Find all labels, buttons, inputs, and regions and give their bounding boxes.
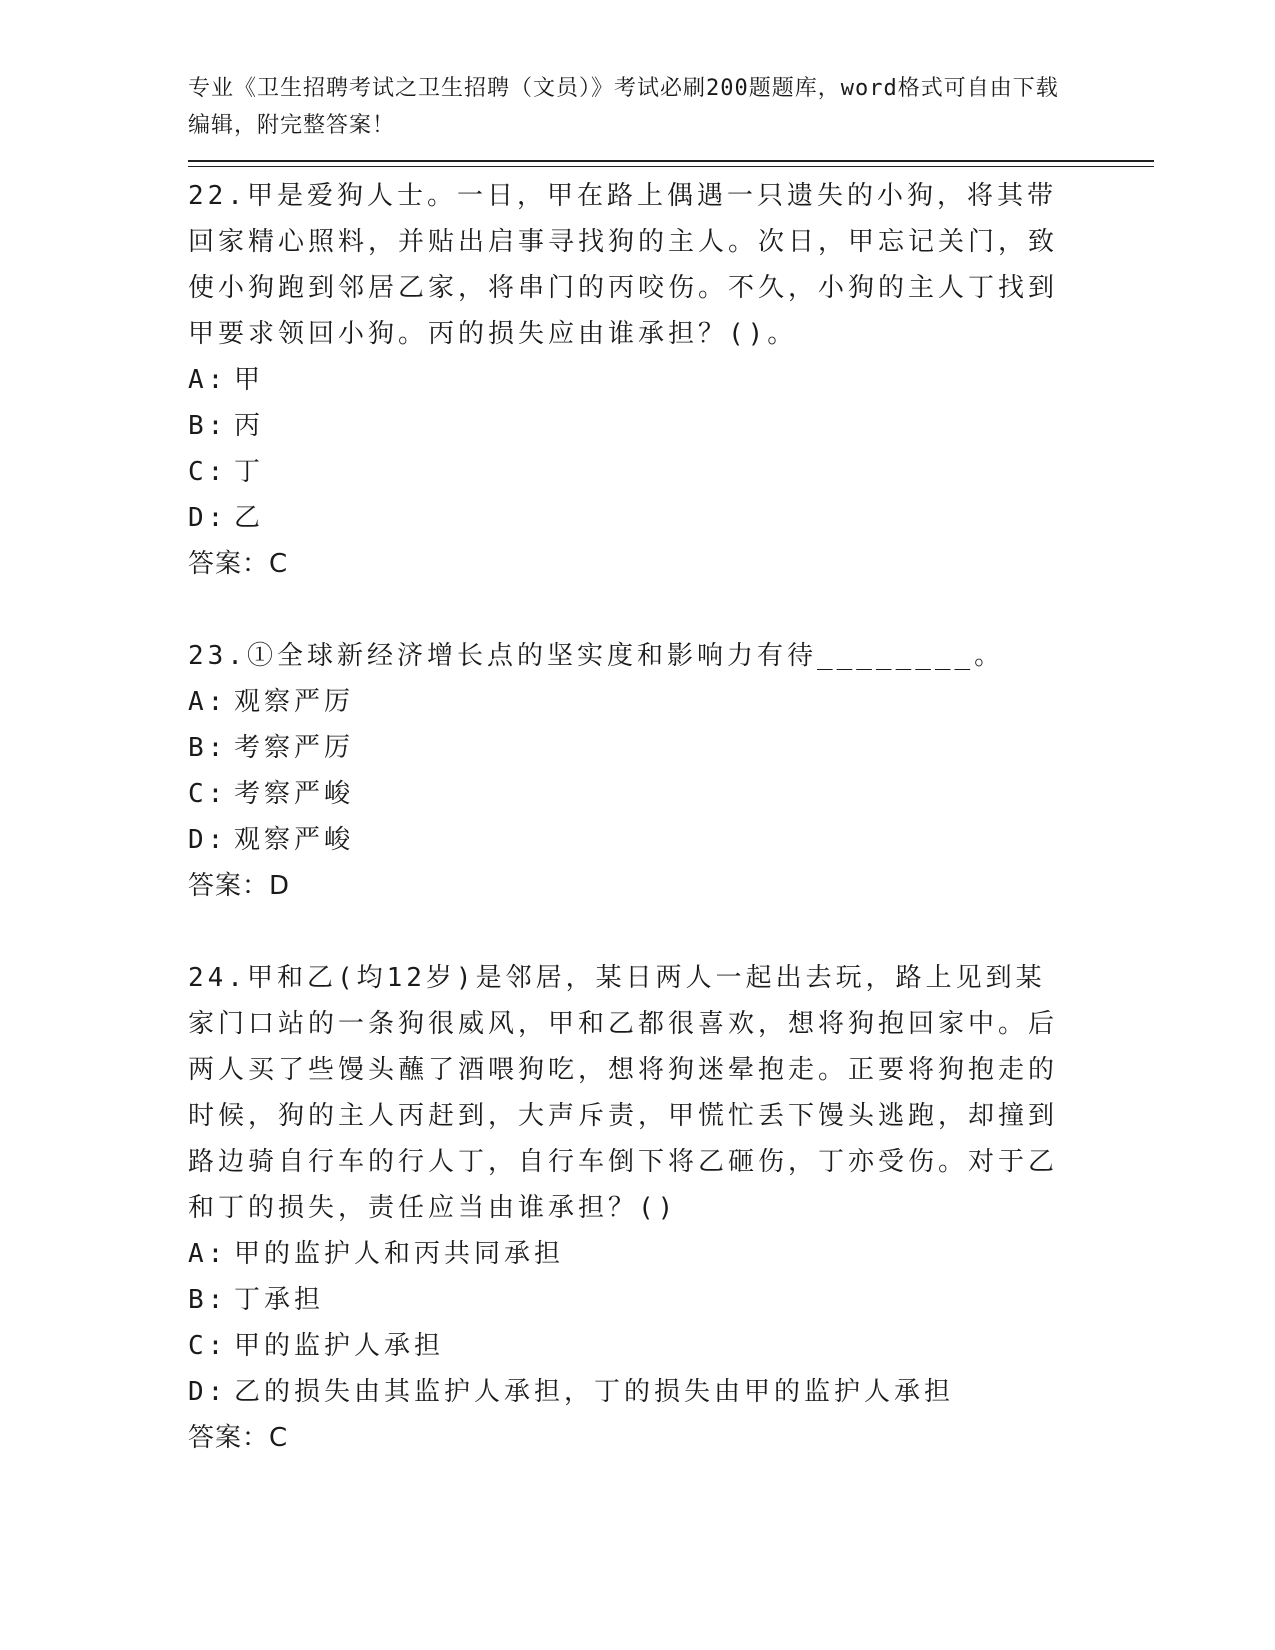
question-stem: 24.甲和乙(均12岁)是邻居，某日两人一起出去玩，路上见到某家门口站的一条狗很威风，甲和乙都很喜欢，想将狗抱回家中。后两人买了些馒头蘸了酒喂狗吃，想将狗迷晕抱走。正要将狗抱走的时候，狗的主人丙赶到，大声斥责，甲慌忙丢下馒头逃跑，却撞到路边骑自行车的行人丁，自行车倒下将乙砸伤，丁亦受伤。对于乙和丁的损失，责任应当由谁承担？() xyxy=(188,963,1059,1223)
option-text: 考察严峻 xyxy=(234,779,355,809)
option-key: B: xyxy=(188,411,228,441)
option-key: A: xyxy=(188,365,228,395)
option-text: 乙 xyxy=(234,503,265,533)
option-key: B: xyxy=(188,1285,228,1315)
question-22 xyxy=(188,173,1154,587)
option-key: D: xyxy=(188,825,228,855)
option-text: 考察严厉 xyxy=(234,733,355,763)
option-c xyxy=(188,449,1154,495)
question-23 xyxy=(188,633,1154,909)
option-a xyxy=(188,357,1154,403)
option-text: 乙的损失由其监护人承担，丁的损失由甲的监护人承担 xyxy=(234,1377,955,1407)
option-key: D: xyxy=(188,1377,228,1407)
option-a xyxy=(188,1231,1154,1277)
option-a xyxy=(188,679,1154,725)
option-c xyxy=(188,771,1154,817)
option-text: 丙 xyxy=(234,411,265,441)
document-header: 专业《卫生招聘考试之卫生招聘（文员）》考试必刷200题题库，word格式可自由下载编辑，附完整答案！ xyxy=(188,76,1059,138)
option-d xyxy=(188,495,1154,541)
option-d xyxy=(188,817,1154,863)
option-b xyxy=(188,725,1154,771)
option-key: C: xyxy=(188,779,228,809)
option-text: 丁承担 xyxy=(234,1285,325,1315)
option-key: B: xyxy=(188,733,228,763)
option-c xyxy=(188,1323,1154,1369)
answer-line: 答案：D xyxy=(188,871,291,901)
option-key: D: xyxy=(188,503,228,533)
option-d xyxy=(188,1369,1154,1415)
option-key: C: xyxy=(188,457,228,487)
option-key: A: xyxy=(188,687,228,717)
option-text: 甲的监护人承担 xyxy=(234,1331,445,1361)
option-key: A: xyxy=(188,1239,228,1269)
question-stem: 22.甲是爱狗人士。一日，甲在路上偶遇一只遗失的小狗，将其带回家精心照料，并贴出启事寻找狗的主人。次日，甲忘记关门，致使小狗跑到邻居乙家，将串门的丙咬伤。不久，小狗的主人丁找到甲要求领回小狗。丙的损失应由谁承担？()。 xyxy=(188,181,1059,349)
question-stem: 23.①全球新经济增长点的坚实度和影响力有待________。 xyxy=(188,641,1005,671)
option-text: 观察严峻 xyxy=(234,825,355,855)
option-text: 甲的监护人和丙共同承担 xyxy=(234,1239,565,1269)
header-divider xyxy=(188,160,1154,167)
answer-line: 答案：C xyxy=(188,549,289,579)
option-text: 丁 xyxy=(234,457,265,487)
option-text: 观察严厉 xyxy=(234,687,355,717)
option-text: 甲 xyxy=(234,365,265,395)
option-key: C: xyxy=(188,1331,228,1361)
answer-line: 答案：C xyxy=(188,1423,289,1453)
document-page xyxy=(188,70,1154,1461)
option-b xyxy=(188,403,1154,449)
option-b xyxy=(188,1277,1154,1323)
question-24 xyxy=(188,955,1154,1461)
